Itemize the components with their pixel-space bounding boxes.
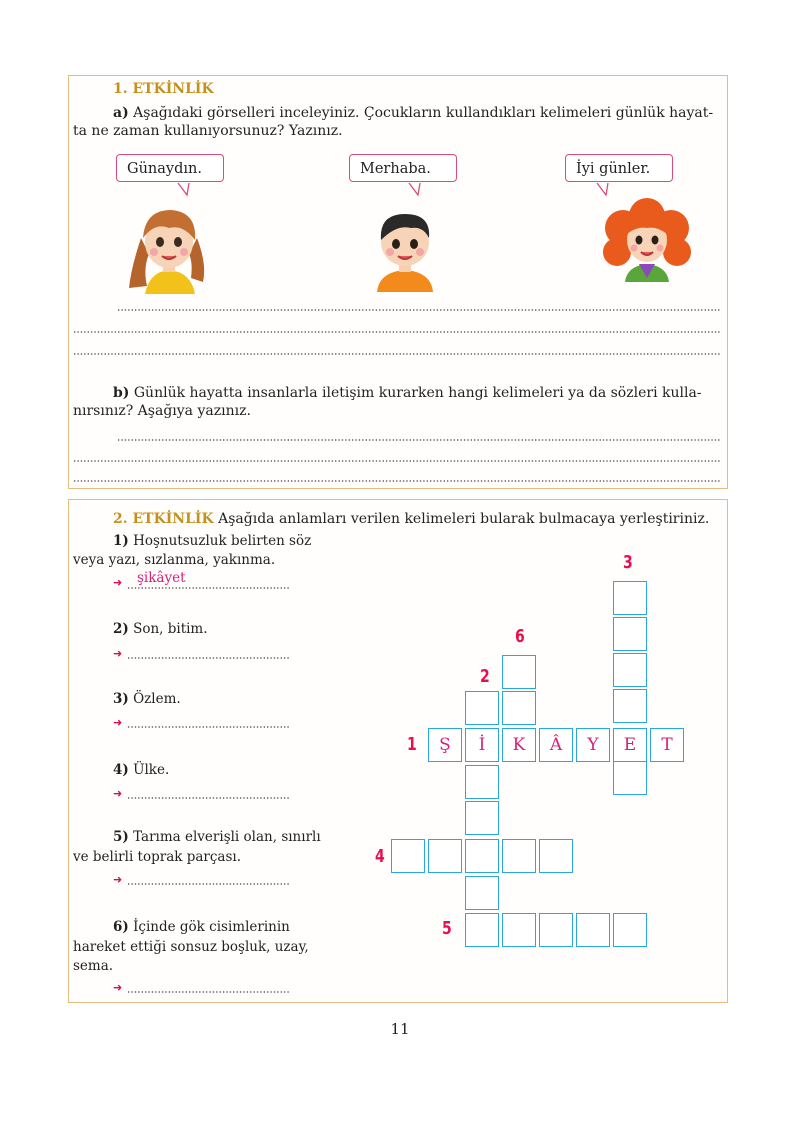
part-a-label: a) (113, 105, 129, 121)
clue-text: İçinde gök cisimlerinin (133, 919, 290, 935)
boy-black-hair-illustration (367, 206, 443, 292)
crossword-cell[interactable] (465, 913, 499, 947)
part-b-text-line1 (113, 384, 723, 402)
clue-number: 2) (113, 621, 129, 637)
crossword-cell-letter[interactable]: Ş (428, 728, 462, 762)
crossword-cell[interactable] (391, 839, 425, 873)
bubble-tail-icon (408, 183, 428, 197)
bubble-text: Merhaba. (360, 161, 431, 177)
page-number: 11 (390, 1020, 410, 1038)
speech-bubble-gunaydin (116, 154, 224, 182)
clue-5-answer-line[interactable] (127, 883, 289, 885)
clue-text: ve belirli toprak parçası. (73, 849, 242, 865)
crossword-number-2: 2 (480, 666, 490, 687)
part-b-label: b) (113, 385, 130, 401)
clue-3-answer-line[interactable] (127, 726, 289, 728)
clue-number: 5) (113, 829, 129, 845)
answer-dotted-line[interactable] (73, 480, 721, 482)
clue-text: sema. (73, 958, 114, 974)
activity-2-instruction: Aşağıda anlamları verilen kelimeleri bularak bulmacaya yerleştiriniz. (218, 511, 710, 527)
part-a-text-line1 (113, 104, 723, 122)
crossword-cell[interactable] (465, 839, 499, 873)
crossword-number-6: 6 (515, 626, 525, 647)
clue-1-answer: şikâyet (137, 570, 186, 586)
crossword-cell[interactable] (465, 876, 499, 910)
bubble-tail-icon (596, 183, 616, 197)
crossword-cell-letter[interactable]: E (613, 728, 647, 762)
crossword-cell[interactable] (428, 839, 462, 873)
clue-2 (113, 620, 208, 639)
clue-4-answer-line[interactable] (127, 797, 289, 799)
crossword-cell[interactable] (465, 765, 499, 799)
activity-2-title-line (113, 510, 723, 528)
answer-dotted-line[interactable] (73, 353, 721, 355)
clue-number: 6) (113, 919, 129, 935)
speech-bubble-merhaba (349, 154, 457, 182)
speech-bubble-iyi-gunler (565, 154, 673, 182)
crossword-number-5: 5 (442, 918, 452, 939)
activity-2-heading: 2. ETKİNLİK (113, 511, 214, 527)
crossword-number-1: 1 (407, 734, 417, 755)
answer-dotted-line[interactable] (117, 439, 721, 441)
crossword-cell[interactable] (576, 913, 610, 947)
arrow-right-icon: ➜ (113, 716, 123, 729)
crossword-cell[interactable] (613, 761, 647, 795)
crossword-cell[interactable] (502, 839, 536, 873)
crossword-cell[interactable] (502, 691, 536, 725)
clue-text: Hoşnutsuzluk belirten söz (133, 533, 312, 549)
clue-3 (113, 690, 181, 709)
crossword-cell[interactable] (465, 691, 499, 725)
clue-text: Ülke. (133, 762, 170, 778)
part-b-text-line2: nırsınız? Aşağıya yazınız. (73, 403, 251, 419)
part-a-line1: Aşağıdaki görselleri inceleyiniz. Çocukların kullandıkları kelimeleri günlük hayat- (133, 105, 714, 121)
activity-2-box (68, 499, 728, 1003)
answer-dotted-line[interactable] (73, 331, 721, 333)
clue-number: 1) (113, 533, 129, 549)
arrow-right-icon: ➜ (113, 787, 123, 800)
crossword-cell-letter[interactable]: Â (539, 728, 573, 762)
girl-red-hair-illustration (601, 198, 693, 282)
crossword-number-3: 3 (623, 552, 633, 573)
crossword-cell-letter[interactable]: T (650, 728, 684, 762)
crossword-cell-letter[interactable]: Y (576, 728, 610, 762)
clue-text: Son, bitim. (133, 621, 208, 637)
crossword-cell[interactable] (613, 617, 647, 651)
arrow-right-icon: ➜ (113, 981, 123, 994)
answer-dotted-line[interactable] (73, 460, 721, 462)
clue-text: Özlem. (133, 691, 181, 707)
clue-6 (113, 918, 290, 937)
crossword-number-4: 4 (375, 846, 385, 867)
clue-4 (113, 761, 169, 780)
activity-1-heading: 1. ETKİNLİK (113, 81, 214, 97)
crossword-cell-letter[interactable]: İ (465, 728, 499, 762)
girl-brown-hair-illustration (121, 198, 217, 294)
crossword-cell[interactable] (613, 913, 647, 947)
arrow-right-icon: ➜ (113, 647, 123, 660)
arrow-right-icon: ➜ (113, 576, 123, 589)
clue-2-answer-line[interactable] (127, 657, 289, 659)
crossword-cell[interactable] (613, 689, 647, 723)
clue-text: hareket ettiği sonsuz boşluk, uzay, (73, 939, 309, 955)
crossword-cell[interactable] (502, 913, 536, 947)
crossword-cell-letter[interactable]: K (502, 728, 536, 762)
clue-number: 4) (113, 762, 129, 778)
clue-5 (113, 828, 321, 847)
arrow-right-icon: ➜ (113, 873, 123, 886)
crossword-cell[interactable] (465, 801, 499, 835)
part-a-text-line2: ta ne zaman kullanıyorsunuz? Yazınız. (73, 123, 343, 139)
crossword-cell[interactable] (539, 913, 573, 947)
crossword-cell[interactable] (502, 655, 536, 689)
bubble-text: İyi günler. (576, 161, 651, 177)
activity-1-box (68, 75, 728, 489)
part-b-line1: Günlük hayatta insanlarla iletişim kurarken hangi kelimeleri ya da sözleri kulla- (133, 385, 702, 401)
clue-1-answer-line[interactable] (127, 587, 289, 589)
clue-1 (113, 532, 311, 551)
crossword-cell[interactable] (613, 581, 647, 615)
bubble-text: Günaydın. (127, 161, 202, 177)
crossword-cell[interactable] (613, 653, 647, 687)
clue-text: Tarıma elverişli olan, sınırlı (133, 829, 321, 845)
answer-dotted-line[interactable] (117, 309, 721, 311)
clue-6-answer-line[interactable] (127, 991, 289, 993)
bubble-tail-icon (177, 183, 197, 197)
crossword-cell[interactable] (539, 839, 573, 873)
clue-number: 3) (113, 691, 129, 707)
clue-text: veya yazı, sızlanma, yakınma. (73, 552, 276, 568)
